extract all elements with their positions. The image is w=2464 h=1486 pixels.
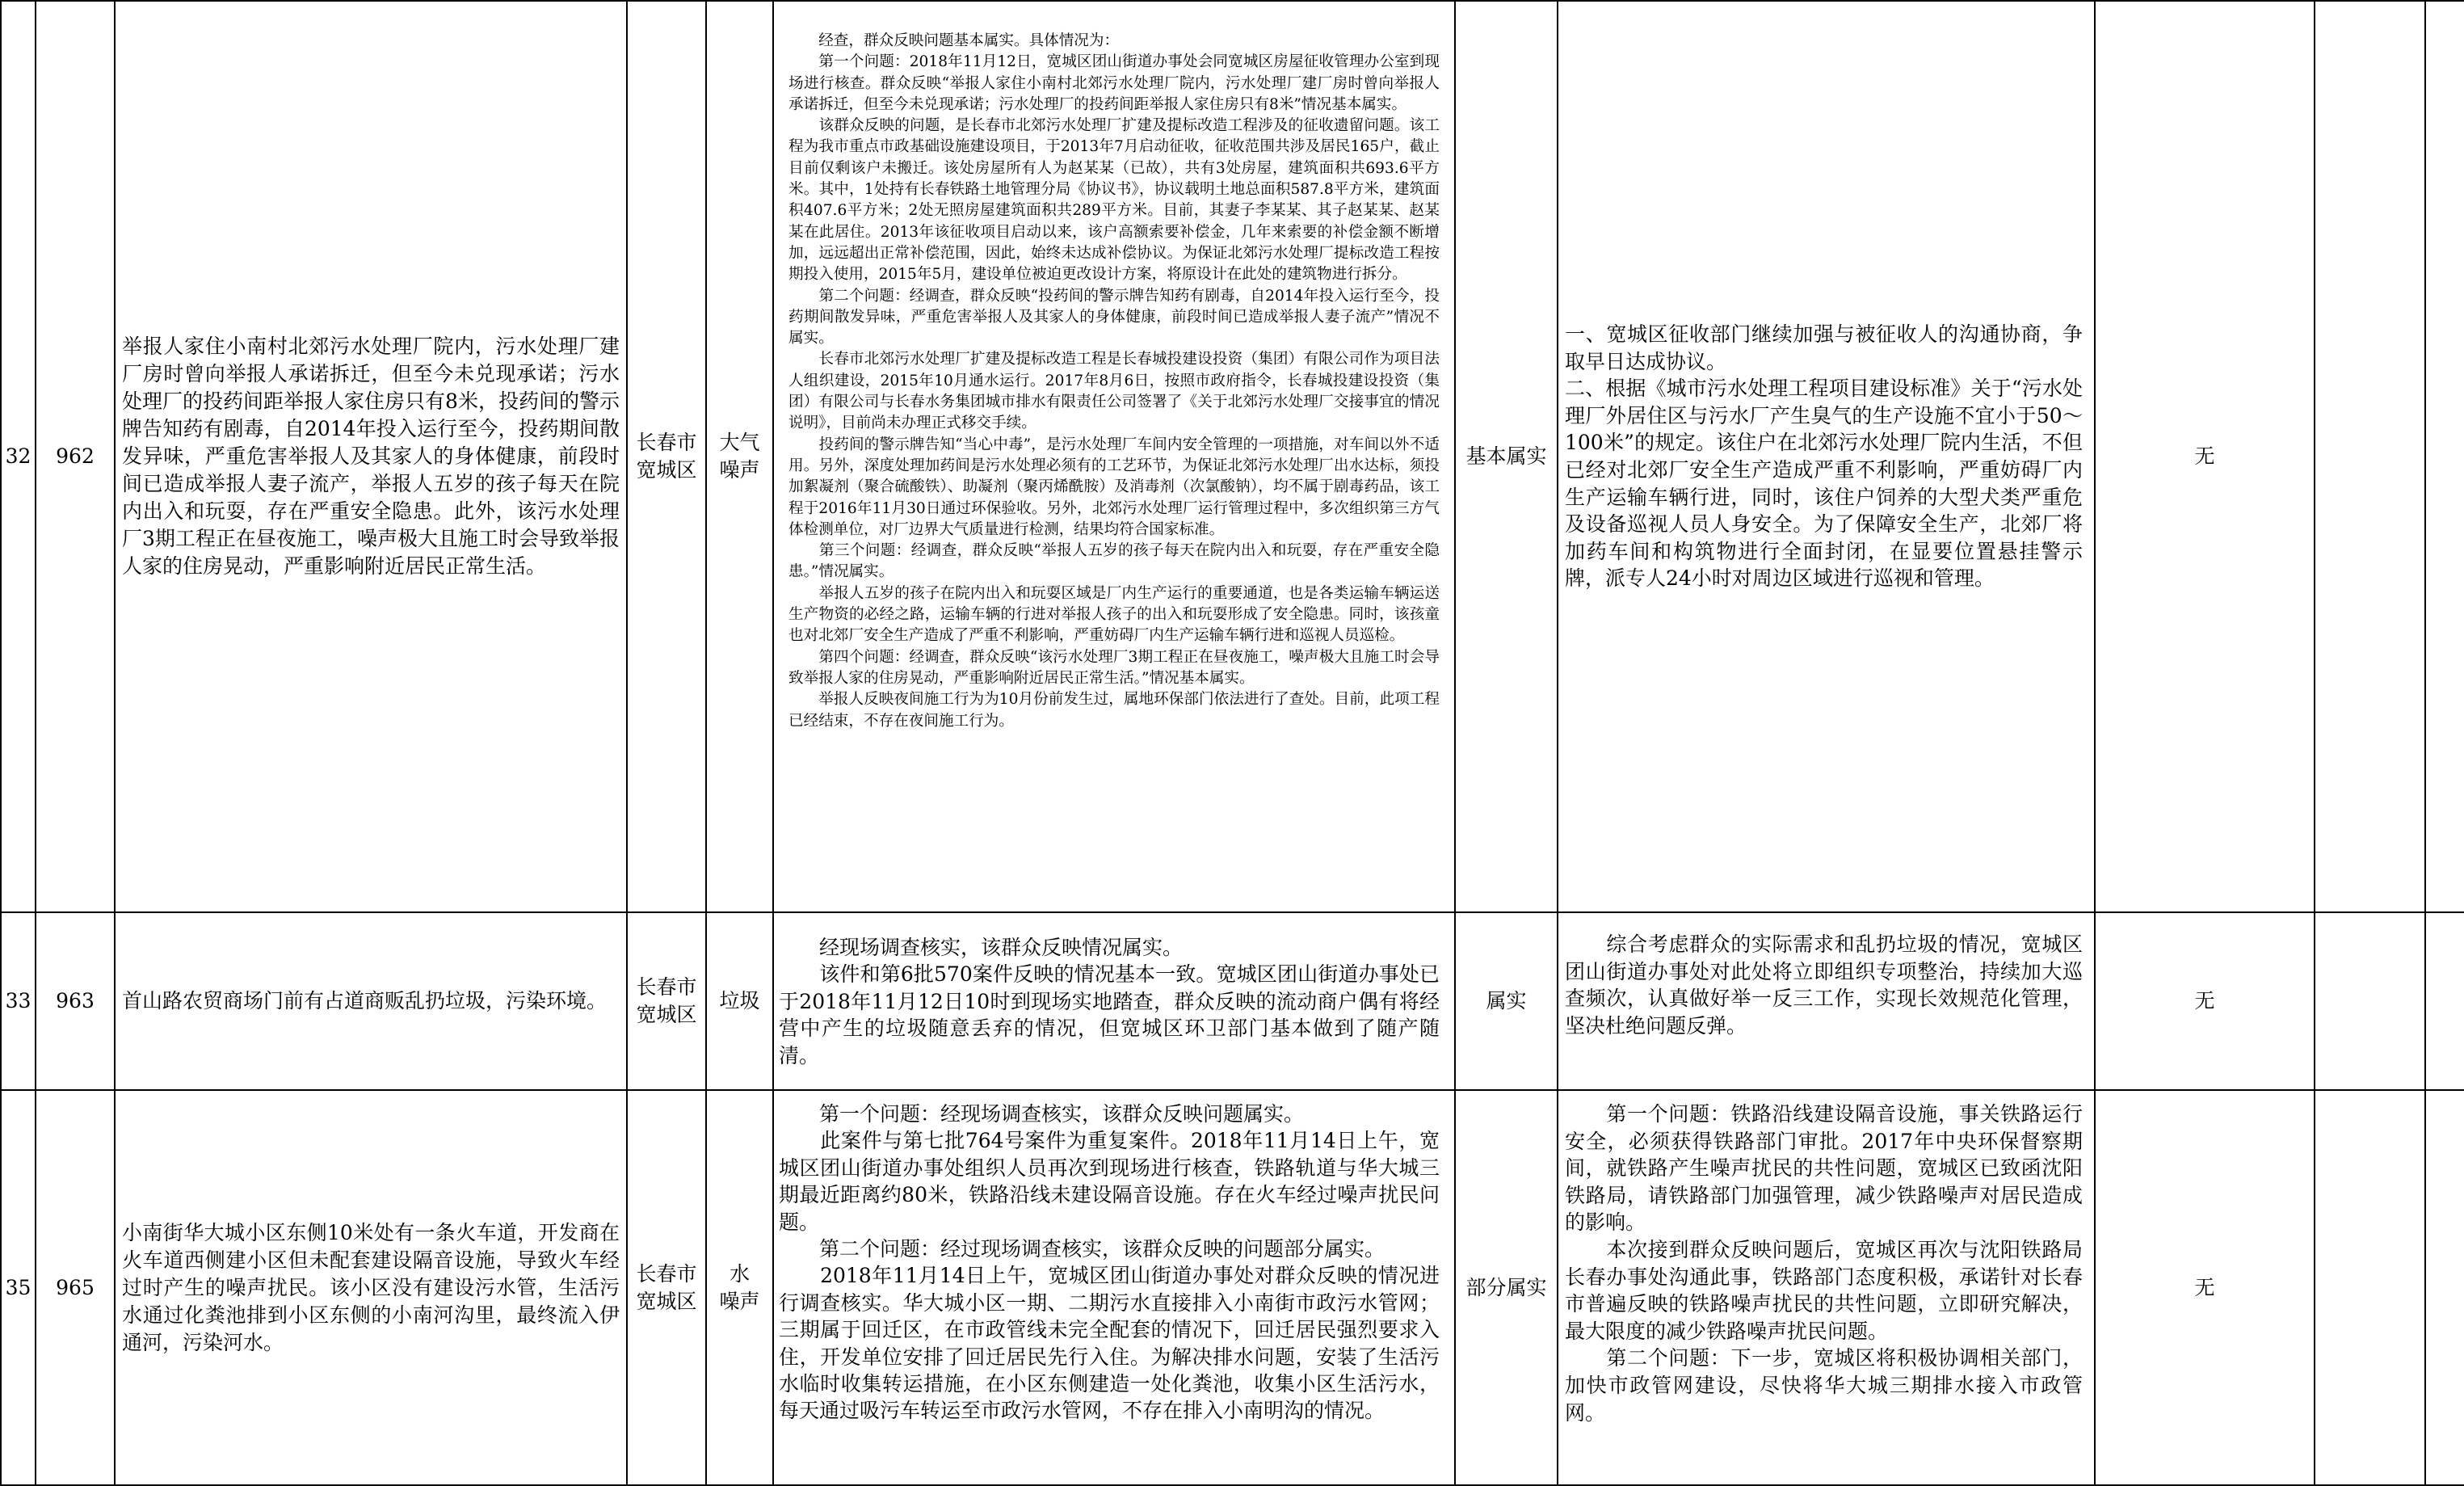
complaint-cell xyxy=(115,1,627,912)
verdict: 基本属实 xyxy=(1465,444,1547,468)
seq-number: 33 xyxy=(5,989,32,1012)
pollution-type-cell xyxy=(706,1,773,912)
measures-text: 一、宽城区征收部门继续加强与被征收人的沟通协商，争取早日达成协议。 二、根据《城市污水处理工程项目建设标准》关于“污水处理厂外居住区与污水厂产生臭气的生产设施不宜小于50～100米”的规定。该住户在北郊污水处理厂院内生活，不但已经对北郊厂安全生产造成严重不利影响，严重妨碍厂内生产运输车辆行进，同时，该住户饲养的大型犬类严重危及设备巡视人员人身安全。为了保障安全生产，北郊厂将加药车间和构筑物进行全面封闭，在显要位置悬挂警示牌，派专人24小时对周边区域进行巡视和管理。 xyxy=(1565,322,2083,591)
verdict-cell xyxy=(1455,1090,1558,1485)
measures-text: 第一个问题：铁路沿线建设隔音设施，事关铁路运行安全，必须获得铁路部门审批。2017年中央环保督察期间，就铁路产生噪声扰民的共性问题，宽城区已致函沈阳铁路局，请铁路部门加强管理，减少铁路噪声对居民造成的影响。 本次接到群众反映问题后，宽城区再次与沈阳铁路局长春办事处沟通此事，铁路部门态度积极，承诺针对长春市普遍反映的铁路噪声扰民的共性问题，立即研究解决，最大限度的减少铁路噪声扰民问题。 第二个问题：下一步，宽城区将积极协调相关部门，加快市政管网建设，尽快将华大城三期排水接入市政管网。 xyxy=(1565,1102,2083,1425)
district-area: 宽城区 xyxy=(636,1003,697,1026)
findings-cell xyxy=(773,1,1455,912)
edge-cell xyxy=(2425,1090,2464,1485)
case-number: 962 xyxy=(56,444,95,468)
findings-text: 经现场调查核实，该群众反映情况属实。 该件和第6批570案件反映的情况基本一致。宽城区团山街道办事处已于2018年11月12日10时到现场实地踏查，群众反映的流动商户偶有将经营中产生的垃圾随意丢弃的情况，但宽城区环卫部门基本做到了随产随清。 xyxy=(779,936,1440,1067)
complaint-text: 举报人家住小南村北郊污水处理厂院内，污水处理厂建厂房时曾向举报人承诺拆迁，但至今未兑现承诺；污水处理厂的投药间距举报人家住房只有8米，投药间的警示牌告知药有剧毒，自2014年投入运行至今，投药期间散发异味，严重危害举报人及其家人的身体健康，前段时间已造成举报人妻子流产，举报人五岁的孩子每天在院内出入和玩耍，存在严重安全隐患。此外，该污水处理厂3期工程正在昼夜施工，噪声极大且施工时会导致举报人家的住房晃动，严重影响附近居民正常生活。 xyxy=(122,335,620,578)
notes-cell xyxy=(2315,912,2425,1090)
table-row xyxy=(1,1090,2464,1485)
verdict-cell xyxy=(1455,1,1558,912)
verdict-cell xyxy=(1455,912,1558,1090)
notes-cell xyxy=(2315,1,2425,912)
case-number: 965 xyxy=(56,1275,95,1299)
pollution-type-cell xyxy=(706,1090,773,1485)
edge-cell xyxy=(2425,1,2464,912)
table-row xyxy=(1,1,2464,912)
accountability-cell xyxy=(2095,1090,2315,1485)
measures-cell xyxy=(1558,912,2095,1090)
findings-text: 经查，群众反映问题基本属实。具体情况为： 第一个问题：2018年11月12日，宽城区团山街道办事处会同宽城区房屋征收管理办公室到现场进行核查。群众反映“举报人家住小南村北郊污水处理厂院内，污水处理厂建厂房时曾向举报人承诺拆迁，但至今未兑现承诺；污水处理厂的投药间距举报人家住房只有8米”情况基本属实。 该群众反映的问题，是长春市北郊污水处理厂扩建及提标改造工程涉及的征收遗留问题。该工程为我市重点市政基础设施建设项目，于2013年7月启动征收，征收范围共涉及居民165户，截止目前仅剩该户未搬迁。该处房屋所有人为赵某某（已故），共有3处房屋，建筑面积共693.6平方米。其中，1处持有长春铁路土地管理分局《协议书》，协议载明土地总面积587.8平方米，建筑面积407.6平方米；2处无照房屋建筑面积共289平方米。目前，其妻子李某某、其子赵某某、赵某某在此居住。2013年该征收项目启动以来，该户高额索要补偿金，几年来索要的补偿金额不断增加，远远超出正常补偿范围，因此，始终未达成补偿协议。为保证北郊污水处理厂提标改造工程按期投入使用，2015年5月，建设单位被迫更改设计方案，将原设计在此处的建筑物进行拆分。 第二个问题：经调查，群众反映“投药间的警示牌告知药有剧毒，自2014年投入运行至今，投药期间散发异味，严重危害举报人及其家人的身体健康，前段时间已造成举报人妻子流产”情况不属实。 长春市北郊污水处理厂扩建及提标改造工程是长春城投建设投资（集团）有限公司作为项目法人组织建设，2015年10月通水运行。2017年8月6日，按照市政府指令，长春城投建设投资（集团）有限公司与长春水务集团城市排水有限责任公司签署了《关于北郊污水处理厂交接事宜的情况说明》，目前尚未办理正式移交手续。 投药间的警示牌告知“当心中毒”，是污水处理厂车间内安全管理的一项措施，对车间以外不适用。另外，深度处理加药间是污水处理必须有的工艺环节，为保证北郊污水处理厂出水达标，须投加絮凝剂（聚合硫酸铁）、助凝剂（聚丙烯酰胺）及消毒剂（次氯酸钠），均不属于剧毒药品，该工程于2016年11月30日通过环保验收。另外，北郊污水处理厂运行管理过程中，多次组织第三方气体检测单位，对厂边界大气质量进行检测，结果均符合国家标准。 第三个问题：经调查，群众反映“举报人五岁的孩子每天在院内出入和玩耍，存在严重安全隐患。”情况属实。 举报人五岁的孩子在院内出入和玩耍区域是厂内生产运行的重要通道，也是各类运输车辆运送生产物资的必经之路，运输车辆的行进对举报人孩子的出入和玩耍形成了安全隐患。同时，该孩童也对北郊厂安全生产造成了严重不利影响，严重妨碍厂内生产运输车辆行进和巡视人员巡检。 第四个问题：经调查，群众反映“该污水处理厂3期工程正在昼夜施工，噪声极大且施工时会导致举报人家的住房晃动，严重影响附近居民正常生活。”情况基本属实。 举报人反映夜间施工行为为10月份前发生过，属地环保部门依法进行了查处。目前，此项工程已经结束，不存在夜间施工行为。 xyxy=(788,32,1440,730)
measures-cell xyxy=(1558,1,2095,912)
findings-text: 第一个问题：经现场调查核实，该群众反映问题属实。 此案件与第七批764号案件为重复案件。2018年11月14日上午，宽城区团山街道办事处组织人员再次到现场进行核查，铁路轨道与华大城三期最近距离约80米，铁路沿线未建设隔音设施。存在火车经过噪声扰民问题。 第二个问题：经过现场调查核实，该群众反映的问题部分属实。 2018年11月14日上午，宽城区团山街道办事处对群众反映的情况进行调查核实。华大城小区一期、二期污水直接排入小南街市政污水管网；三期属于回迁区，在市政管线未完全配套的情况下，回迁居民强烈要求入住，开发单位安排了回迁居民先行入住。为解决排水问题，安装了生活污水临时收集转运措施，在小区东侧建造一处化粪池，收集小区生活污水，每天通过吸污车转运至市政污水管网，不存在排入小南明沟的情况。 xyxy=(779,1102,1440,1423)
district-cell xyxy=(627,1,706,912)
district-cell xyxy=(627,1090,706,1485)
accountability: 无 xyxy=(2194,989,2215,1012)
measures-text: 综合考虑群众的实际需求和乱扔垃圾的情况，宽城区团山街道办事处对此处将立即组织专项整治，持续加大巡查频次，认真做好举一反三工作，实现长效规范化管理，坚决杜绝问题反弹。 xyxy=(1565,932,2083,1038)
notes-cell xyxy=(2315,1090,2425,1485)
accountability: 无 xyxy=(2194,444,2215,468)
case-number: 963 xyxy=(56,989,95,1012)
findings-cell xyxy=(773,1090,1455,1485)
district-city: 长春市 xyxy=(636,975,697,999)
pollution-type: 垃圾 xyxy=(719,989,760,1012)
accountability-cell xyxy=(2095,1,2315,912)
seq-cell xyxy=(1,1,36,912)
accountability-cell xyxy=(2095,912,2315,1090)
case-number-cell xyxy=(36,1,115,912)
pollution-type: 水 xyxy=(729,1261,750,1286)
measures-cell xyxy=(1558,1090,2095,1485)
pollution-type: 噪声 xyxy=(719,1289,760,1313)
findings-cell xyxy=(773,912,1455,1090)
pollution-type-cell xyxy=(706,912,773,1090)
pollution-type: 大气 xyxy=(719,431,760,454)
seq-cell xyxy=(1,1090,36,1485)
seq-cell xyxy=(1,912,36,1090)
district-area: 宽城区 xyxy=(636,458,697,482)
seq-number: 32 xyxy=(5,444,32,468)
complaint-text: 首山路农贸商场门前有占道商贩乱扔垃圾，污染环境。 xyxy=(122,989,608,1012)
complaint-cell xyxy=(115,1090,627,1485)
district-cell xyxy=(627,912,706,1090)
complaint-cell xyxy=(115,912,627,1090)
table-row xyxy=(1,912,2464,1090)
verdict: 部分属实 xyxy=(1465,1275,1547,1299)
accountability: 无 xyxy=(2194,1275,2215,1299)
district-city: 长春市 xyxy=(636,431,697,454)
verdict: 属实 xyxy=(1486,989,1527,1012)
district-area: 宽城区 xyxy=(636,1289,697,1313)
case-number-cell xyxy=(36,912,115,1090)
case-number-cell xyxy=(36,1090,115,1485)
complaint-text: 小南街华大城小区东侧10米处有一条火车道，开发商在火车道西侧建小区但未配套建设隔音设施，导致火车经过时产生的噪声扰民。该小区没有建设污水管，生活污水通过化粪池排到小区东侧的小南河沟里，最终流入伊通河，污染河水。 xyxy=(122,1220,620,1354)
pollution-type: 噪声 xyxy=(719,458,760,482)
seq-number: 35 xyxy=(5,1275,32,1299)
edge-cell xyxy=(2425,912,2464,1090)
district-city: 长春市 xyxy=(636,1261,697,1286)
